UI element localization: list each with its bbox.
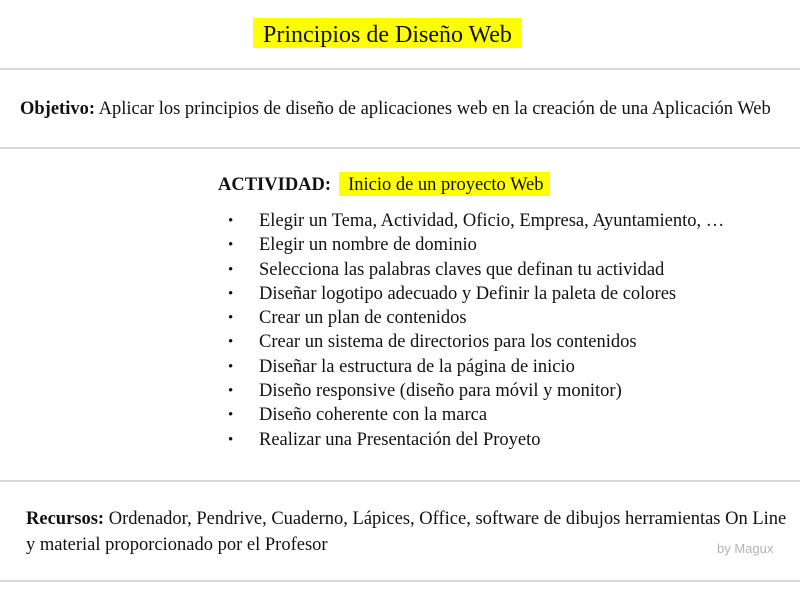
list-item: [228, 258, 724, 282]
list-item: [228, 330, 724, 354]
task-text: Diseñar logotipo adecuado y Definir la paleta de colores: [259, 283, 677, 304]
resources-section: [26, 506, 796, 558]
activity-heading: [218, 172, 550, 198]
task-text: Crear un sistema de directorios para los contenidos: [259, 332, 637, 353]
task-text: Crear un plan de contenidos: [259, 308, 467, 329]
list-item: [228, 282, 724, 306]
objective-section: [20, 96, 771, 122]
divider-activity: [0, 480, 800, 482]
list-item: [228, 233, 724, 257]
activity-name: Inicio de un proyecto Web: [339, 172, 549, 196]
objective-text: Aplicar los principios de diseño de aplicaciones web en la creación de una Aplicación Web: [95, 99, 771, 119]
bullet-icon: •: [228, 358, 234, 375]
list-item: [228, 209, 724, 233]
bullet-icon: •: [228, 237, 234, 254]
task-text: Diseño coherente con la marca: [259, 405, 488, 426]
bullet-icon: •: [228, 334, 234, 351]
list-item: [228, 428, 724, 452]
objective-label: Objetivo:: [20, 99, 96, 119]
page-title: Principios de Diseño Web: [253, 18, 522, 48]
bullet-icon: •: [228, 285, 234, 302]
list-item: [228, 355, 724, 379]
resources-label: Recursos:: [26, 509, 105, 529]
divider-top: [0, 68, 800, 70]
divider-bottom: [0, 580, 800, 582]
task-list: [228, 209, 724, 452]
bullet-icon: •: [228, 261, 234, 278]
bullet-icon: •: [228, 407, 234, 424]
task-text: Diseño responsive (diseño para móvil y monitor): [259, 381, 622, 402]
task-text: Elegir un nombre de dominio: [259, 235, 477, 256]
list-item: [228, 379, 724, 403]
activity-label: ACTIVIDAD:: [218, 175, 332, 195]
divider-objective: [0, 147, 800, 149]
task-text: Realizar una Presentación del Proyeto: [259, 429, 541, 450]
list-item: [228, 403, 724, 427]
task-text: Elegir un Tema, Actividad, Oficio, Empresa, Ayuntamiento, …: [259, 211, 725, 231]
credit-text: by Magux: [717, 541, 774, 556]
list-item: [228, 306, 724, 330]
task-text: Diseñar la estructura de la página de inicio: [259, 356, 575, 377]
task-text: Selecciona las palabras claves que definan tu actividad: [259, 259, 665, 280]
resources-text: Ordenador, Pendrive, Cuaderno, Lápices, Office, software de dibujos herramientas On Line y material proporcionado por el Profesor: [26, 509, 787, 555]
bullet-icon: •: [228, 310, 234, 327]
bullet-icon: •: [228, 213, 234, 229]
bullet-icon: •: [228, 431, 234, 448]
bullet-icon: •: [228, 383, 234, 400]
